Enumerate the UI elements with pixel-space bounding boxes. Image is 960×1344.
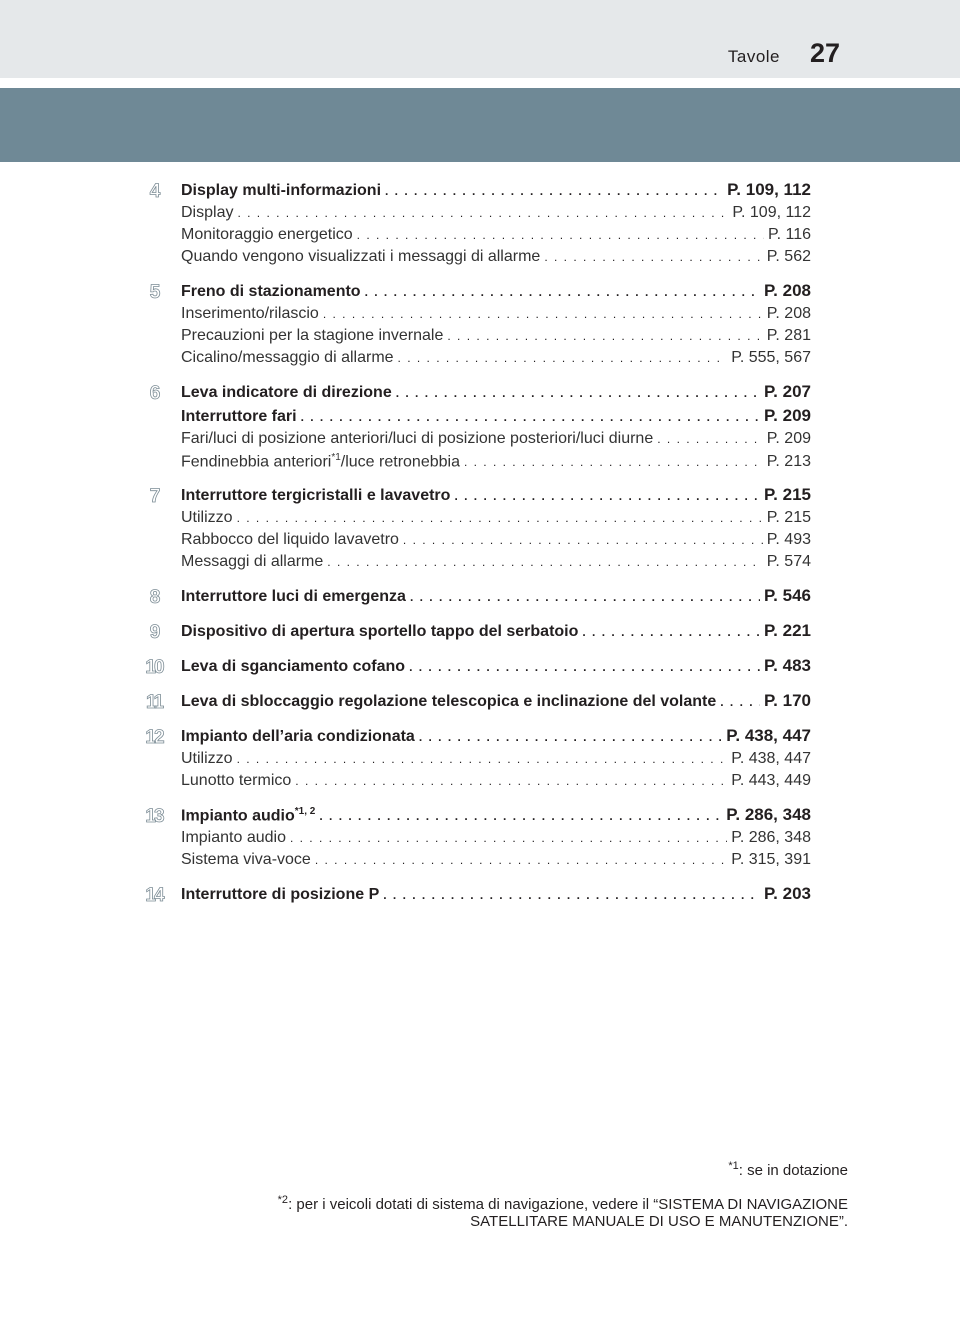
index-entry[interactable]	[181, 884, 811, 904]
entry-label: Fari/luci di posizione anteriori/luci di posizione posteriori/luci diurne	[181, 430, 654, 447]
entry-label: Impianto audio$^{*1, 2}$	[181, 805, 316, 824]
item-number-marker: 7	[149, 486, 159, 507]
page-reference-link[interactable]: P. 555, 567	[731, 349, 811, 366]
page-reference-link[interactable]: P. 109, 112	[727, 180, 811, 199]
dot-leader	[720, 695, 760, 709]
index-entry[interactable]	[181, 485, 811, 505]
entry-label: Utilizzo	[181, 750, 233, 767]
item-number-marker: 4	[149, 181, 159, 202]
entry-label: Precauzioni per la stagione invernale	[181, 327, 444, 344]
item-number-marker: 11	[145, 692, 163, 713]
index-entry[interactable]	[181, 691, 811, 711]
entry-label: Freno di stazionamento	[181, 283, 361, 300]
dot-leader	[396, 386, 760, 400]
index-entry[interactable]	[181, 726, 811, 746]
page-reference-link[interactable]: P. 208	[764, 281, 811, 300]
page-reference-link[interactable]: P. 209	[766, 430, 811, 447]
dot-leader	[365, 285, 760, 299]
dot-leader	[290, 831, 727, 845]
page-reference-link[interactable]: P. 207	[764, 382, 811, 401]
index-subentry[interactable]	[181, 452, 811, 471]
entry-label: Display	[181, 204, 234, 221]
item-number-marker: 8	[149, 587, 159, 608]
dot-leader	[582, 625, 760, 639]
page-number: 27	[810, 38, 841, 68]
section-title: Tavole	[727, 47, 780, 66]
entry-label: Display multi-informazioni	[181, 182, 382, 199]
index-entry[interactable]	[181, 281, 811, 301]
decorative-band	[0, 88, 960, 162]
index-subentry[interactable]	[181, 204, 811, 222]
item-number-marker: 12	[145, 727, 163, 748]
index-subentry[interactable]	[181, 349, 811, 367]
page-reference-link[interactable]: P. 493	[766, 531, 811, 548]
index-subentry[interactable]	[181, 829, 811, 847]
dot-leader	[385, 184, 723, 198]
entry-label: Cicalino/messaggio di allarme	[181, 349, 394, 366]
dot-leader	[295, 774, 727, 788]
dot-leader	[237, 511, 763, 525]
item-number-marker: 6	[149, 383, 159, 404]
dot-leader	[447, 329, 762, 343]
index-subentry[interactable]	[181, 553, 811, 571]
index-entry[interactable]	[181, 180, 811, 200]
entry-label: Monitoraggio energetico	[181, 226, 353, 243]
page-reference-link[interactable]: P. 221	[764, 621, 811, 640]
footnote-mark: *2	[277, 1194, 289, 1206]
index-subentry[interactable]	[181, 226, 811, 244]
footnote-2	[148, 1194, 848, 1230]
page-reference-link[interactable]: P. 208	[766, 305, 811, 322]
page-reference-link[interactable]: P. 286, 348	[726, 805, 811, 824]
dot-leader	[403, 533, 763, 547]
index-subentry[interactable]	[181, 305, 811, 323]
entry-label: Leva indicatore di direzione	[181, 384, 392, 401]
page-reference-link[interactable]: P. 116	[767, 226, 811, 243]
index-subentry[interactable]	[181, 851, 811, 869]
item-number-marker: 10	[145, 657, 163, 678]
item-number-marker: 14	[145, 885, 163, 906]
entry-label: Interruttore tergicristalli e lavavetro	[181, 487, 451, 504]
entry-label: Utilizzo	[181, 509, 233, 526]
page-reference-link[interactable]: P. 215	[764, 485, 811, 504]
footnote-text-line2: SATELLITARE MANUALE DI USO E MANUTENZIONE”.	[470, 1213, 848, 1230]
dot-leader	[398, 351, 728, 365]
index-entry[interactable]	[181, 805, 811, 825]
footnote-mark: *1	[728, 1160, 739, 1172]
page-reference-link[interactable]: P. 209	[764, 406, 811, 425]
dot-leader	[544, 250, 762, 264]
dot-leader	[237, 206, 728, 220]
index-entry[interactable]	[181, 406, 811, 426]
index-subentry[interactable]	[181, 327, 811, 345]
index-subentry[interactable]	[181, 430, 811, 448]
dot-leader	[237, 752, 728, 766]
entry-label: Interruttore fari	[181, 408, 297, 425]
index-subentry[interactable]	[181, 531, 811, 549]
entry-label: Impianto dell’aria condizionata	[181, 728, 415, 745]
page-reference-link[interactable]: P. 286, 348	[731, 829, 811, 846]
index-entry[interactable]	[181, 621, 811, 641]
dot-leader	[657, 432, 763, 446]
page-reference-link[interactable]: P. 574	[766, 553, 811, 570]
page-reference-link[interactable]: P. 562	[766, 248, 811, 265]
index-entry[interactable]	[181, 586, 811, 606]
entry-label: Leva di sbloccaggio regolazione telescopica e inclinazione del volante	[181, 693, 717, 710]
page-reference-link[interactable]: P. 315, 391	[731, 851, 811, 868]
footnote-reference: *1, 2	[294, 805, 316, 817]
dot-leader	[323, 307, 763, 321]
page-reference-link[interactable]: P. 438, 447	[726, 726, 811, 745]
dot-leader	[464, 455, 763, 469]
page-reference-link[interactable]: P. 109, 112	[732, 204, 811, 221]
page-reference-link[interactable]: P. 170	[764, 691, 811, 710]
page-reference-link[interactable]: P. 546	[764, 586, 811, 605]
entry-label: Quando vengono visualizzati i messaggi di allarme	[181, 248, 541, 265]
dot-leader	[383, 888, 760, 902]
footnote-reference: *1	[331, 452, 341, 463]
entry-label: Lunotto termico	[181, 772, 292, 789]
entry-label: Impianto audio	[181, 829, 286, 846]
entry-label: Leva di sganciamento cofano	[181, 658, 406, 675]
page-reference-link[interactable]: P. 215	[766, 509, 811, 526]
page-reference-link[interactable]: P. 203	[764, 884, 811, 903]
entry-label: Interruttore luci di emergenza	[181, 588, 406, 605]
page-reference-link[interactable]: P. 281	[766, 327, 811, 344]
index-entry[interactable]	[181, 656, 811, 676]
item-number-marker: 9	[149, 622, 159, 643]
dot-leader	[410, 590, 760, 604]
index-subentry[interactable]	[181, 750, 811, 768]
page-reference-link[interactable]: P. 213	[766, 453, 811, 471]
index-subentry[interactable]	[181, 248, 811, 266]
page-reference-link[interactable]: P. 438, 447	[731, 750, 811, 767]
entry-label: Messaggi di allarme	[181, 553, 324, 570]
page-reference-link[interactable]: P. 483	[764, 656, 811, 675]
item-number-marker: 5	[149, 282, 159, 303]
dot-leader	[409, 660, 760, 674]
entry-label: Inserimento/rilascio	[181, 305, 319, 322]
dot-leader	[357, 228, 764, 242]
footnote-text-line1: : per i veicoli dotati di sistema di navigazione, vedere il “SISTEMA DI NAVIGAZIONE	[288, 1196, 848, 1213]
entry-label: Sistema viva-voce	[181, 851, 311, 868]
entry-label: Dispositivo di apertura sportello tappo del serbatoio	[181, 623, 579, 640]
entry-label: Interruttore di posizione P	[181, 886, 380, 903]
entry-label: Fendinebbia anteriori$^{*1}$/luce retronebbia	[181, 452, 460, 471]
item-number-marker: 13	[145, 806, 163, 827]
dot-leader	[327, 555, 763, 569]
footnote-1	[728, 1160, 848, 1179]
footnote-text: : se in dotazione	[738, 1162, 848, 1179]
dot-leader	[319, 809, 722, 823]
dot-leader	[315, 853, 727, 867]
dot-leader	[454, 489, 760, 503]
index-subentry[interactable]	[181, 772, 811, 790]
index-subentry[interactable]	[181, 509, 811, 527]
entry-label: Rabbocco del liquido lavavetro	[181, 531, 399, 548]
dot-leader	[419, 730, 722, 744]
dot-leader	[301, 410, 760, 424]
page-reference-link[interactable]: P. 443, 449	[731, 772, 811, 789]
index-entry[interactable]	[181, 382, 811, 402]
